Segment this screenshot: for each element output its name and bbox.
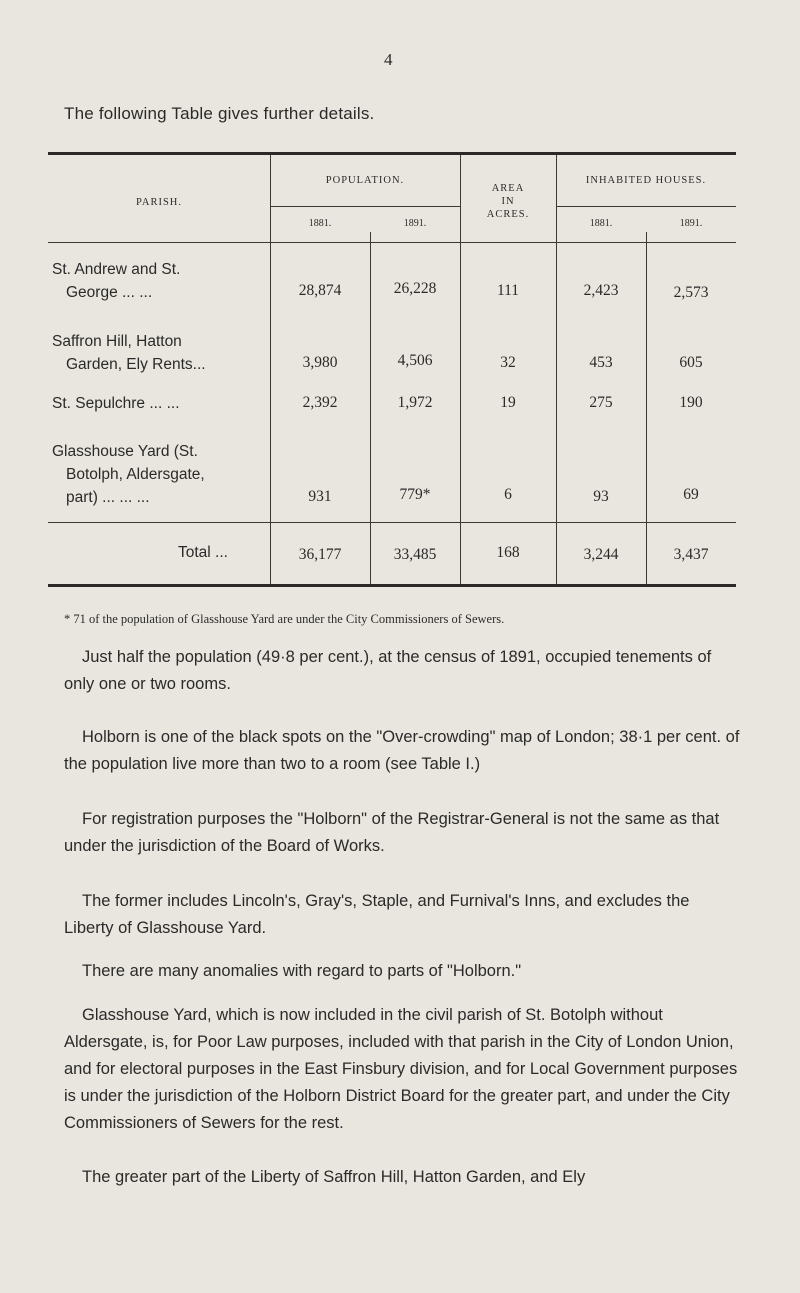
subheader-houses-1881: 1881. [589,218,613,229]
paragraph-text: There are many anomalies with regard to parts of "Holborn." [82,962,522,980]
row-label-line: Garden, Ely Rents... [66,356,206,373]
header-inhabited-houses: INHABITED HOUSES. [585,175,707,186]
cell-houses-1891: 190 [679,394,703,411]
paragraph-text: For registration purposes the "Holborn" of the Registrar-General is not the same as that under the jurisdiction of the Board of Works. [64,810,720,855]
subheader-pop-1891: 1891. [403,218,427,229]
total-pop-1891: 33,485 [393,546,437,563]
table-top-rule [48,152,736,155]
paragraph [64,888,742,942]
paragraph [64,1002,742,1137]
total-area: 168 [496,544,520,561]
table-row-label [52,440,262,509]
cell-area: 6 [504,486,512,503]
cell-pop-1891: 4,506 [397,352,433,369]
row-label-line: Saffron Hill, Hatton [52,333,182,350]
cell-houses-1881: 2,423 [583,282,619,299]
header-rule [48,242,736,243]
subheader-houses-1891: 1891. [679,218,703,229]
footnote: * 71 of the population of Glasshouse Yard are under the City Commissioners of Sewers. [64,612,505,626]
cell-area: 19 [500,394,516,411]
paragraph-text: Glasshouse Yard, which is now included in the civil parish of St. Botolph without Aldersgate, is, for Poor Law purposes, included with that parish in the City of London Union, and for electoral purposes in the East Finsbury division, and for Local Government purposes is under the jurisdiction of the Holborn District Board for the greater part, and under the City Commissioners of Sewers for the rest. [64,1006,738,1132]
paragraph-text: Holborn is one of the black spots on the "Over-crowding" map of London; 38·1 per cent. of the population live more than two to a room (see Table I.) [64,728,740,773]
paragraph-text: The greater part of the Liberty of Saffron Hill, Hatton Garden, and Ely [82,1168,586,1186]
paragraph [64,958,742,985]
cell-area: 111 [496,282,520,299]
total-houses-1881: 3,244 [583,546,619,563]
header-population: POPULATION. [325,175,405,186]
header-area-line: AREA [491,183,525,194]
table-row-label [52,392,262,415]
row-label-line: St. Andrew and St. [52,261,181,278]
page-number: 4 [384,50,393,69]
paragraph [64,1164,742,1191]
paragraph [64,806,742,860]
header-parish: PARISH. [135,197,182,208]
cell-pop-1891: 26,228 [393,280,437,297]
row-label-line: Glasshouse Yard (St. [52,443,198,460]
subheader-pop-1881: 1881. [308,218,332,229]
header-area-line: ACRES. [486,209,530,220]
header-rule [556,206,736,207]
header-rule [270,206,460,207]
cell-area: 32 [500,354,516,371]
cell-pop-1891: 779* [399,486,431,503]
row-label-line: St. Sepulchre ... ... [52,395,180,412]
cell-pop-1881: 3,980 [302,354,338,371]
total-houses-1891: 3,437 [673,546,709,563]
cell-houses-1881: 275 [589,394,613,411]
cell-houses-1881: 453 [589,354,613,371]
row-label-line: part) ... ... ... [66,489,150,506]
total-label: Total ... [178,544,228,561]
cell-pop-1881: 2,392 [302,394,338,411]
header-area-line: IN [501,196,515,207]
cell-pop-1891: 1,972 [397,394,433,411]
total-rule [48,522,736,523]
table-bottom-rule [48,584,736,587]
paragraph [64,644,742,698]
cell-houses-1881: 93 [593,488,609,505]
paragraph [64,724,742,778]
header-area [460,182,556,221]
cell-pop-1881: 28,874 [298,282,342,299]
cell-houses-1891: 605 [679,354,703,371]
total-pop-1881: 36,177 [298,546,342,563]
table-row-label [52,330,262,376]
paragraph-text: Just half the population (49·8 per cent.), at the census of 1891, occupied tenements of only one or two rooms. [64,648,712,693]
cell-houses-1891: 69 [683,486,699,503]
row-label-line: George ... ... [66,284,153,301]
intro-text: The following Table gives further details. [64,104,375,123]
paragraph-text: The former includes Lincoln's, Gray's, Staple, and Furnival's Inns, and excludes the Liberty of Glasshouse Yard. [64,892,690,937]
cell-houses-1891: 2,573 [673,284,709,301]
table-row-label [52,258,262,304]
row-label-line: Botolph, Aldersgate, [66,466,205,483]
cell-pop-1881: 931 [308,488,332,505]
parish-table [48,152,736,590]
